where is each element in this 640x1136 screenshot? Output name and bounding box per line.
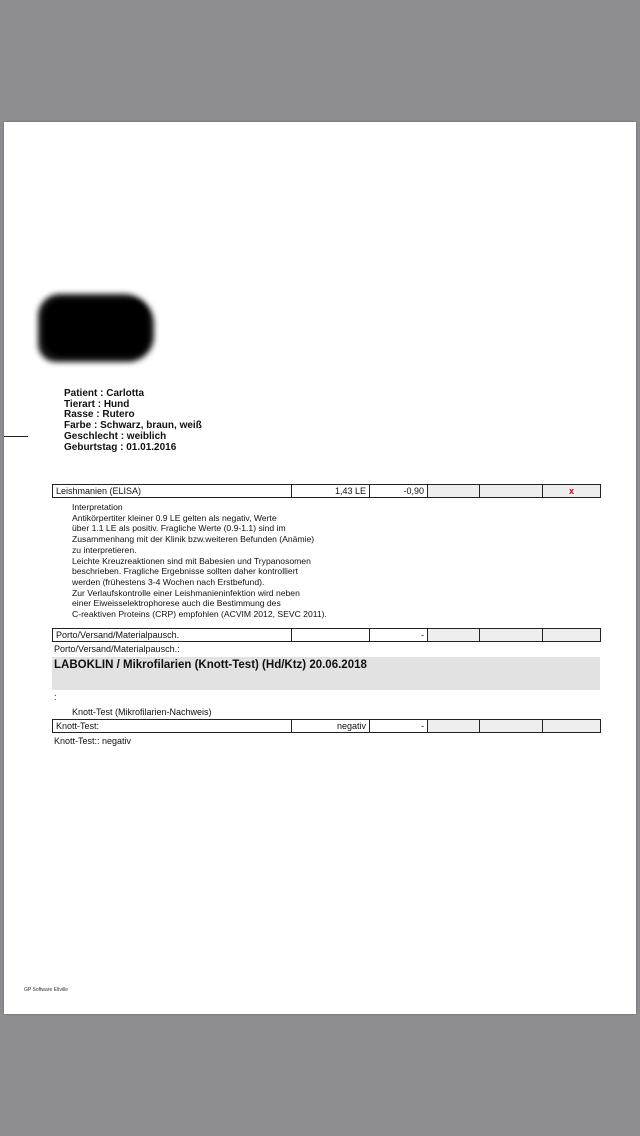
footer-software: GP Software Eltville [24,987,69,993]
interp-line: Zur Verlaufskontrolle einer Leishmanieninfektion wird neben [72,587,300,598]
section-subtitle: Knott-Test (Mikrofilarien-Nachweis) [72,707,212,717]
patient-info [64,389,202,453]
test-value: negativ [292,720,370,733]
fold-mark [4,436,28,437]
patient-sex: Geschlecht : weiblich [64,430,167,442]
result-row-knott [52,719,601,733]
section-title: LABOKLIN / Mikrofilarien (Knott-Test) (Hd/Ktz) 20.06.2018 [54,659,367,671]
redacted-address-inner [44,300,148,356]
document-page [4,122,636,1014]
patient-species: Tierart : Hund [64,398,130,410]
interp-line: werden (frühestens 3-4 Wochen nach Erstbefund). [72,576,265,587]
test-diff: -0,90 [370,485,428,498]
test-name: Leishmanien (ELISA) [53,485,292,498]
interp-line: über 1.1 LE als positiv. Fragliche Werte (0.9-1.1) sind im [72,523,286,534]
interp-line: C-reaktiven Proteins (CRP) empfohlen (ACVIM 2012, SEVC 2011). [72,609,327,620]
test-diff: - [370,720,428,733]
result-flag: x [568,486,574,496]
section-banner [52,657,600,690]
patient-breed: Rasse : Rutero [64,409,135,421]
patient-birthday: Geburtstag : 01.01.2016 [64,441,177,453]
reference-mid [480,629,543,642]
reference-mid [480,485,543,498]
porto-note: Porto/Versand/Materialpausch.: [54,644,180,654]
result-flag-cell [543,485,601,498]
reference-low [428,629,480,642]
reference-high [543,720,601,733]
interp-line: Zusammenhang mit der Klinik bzw.weiteren Befunden (Anämie) [72,534,315,545]
interp-line: beschrieben. Fragliche Ergebnisse sollten daher kontrolliert [72,566,298,577]
section-colon: : [54,692,57,702]
reference-high [543,629,601,642]
test-value: 1,43 LE [292,485,370,498]
patient-name: Patient : Carlotta [64,388,145,399]
result-row-porto [52,628,601,642]
test-value [292,629,370,642]
interp-line: Leichte Kreuzreaktionen sind mit Babesien und Trypanosomen [72,555,311,566]
interpretation-text [72,502,327,620]
patient-color: Farbe : Schwarz, braun, weiß [64,420,202,432]
interp-line: zu interpretieren. [72,544,137,555]
test-diff: - [370,629,428,642]
reference-mid [480,720,543,733]
reference-low [428,485,480,498]
test-name: Knott-Test: [53,720,292,733]
reference-low [428,720,480,733]
test-name: Porto/Versand/Materialpausch. [53,629,292,642]
interp-line: Interpretation [72,502,123,512]
result-row-leishmania [52,484,601,498]
knott-note: Knott-Test:: negativ [54,736,132,746]
interp-line: Antikörpertiter kleiner 0.9 LE gelten als negativ, Werte [72,512,277,523]
interp-line: einer Eiweisselektrophorese auch die Bestimmung des [72,598,281,609]
